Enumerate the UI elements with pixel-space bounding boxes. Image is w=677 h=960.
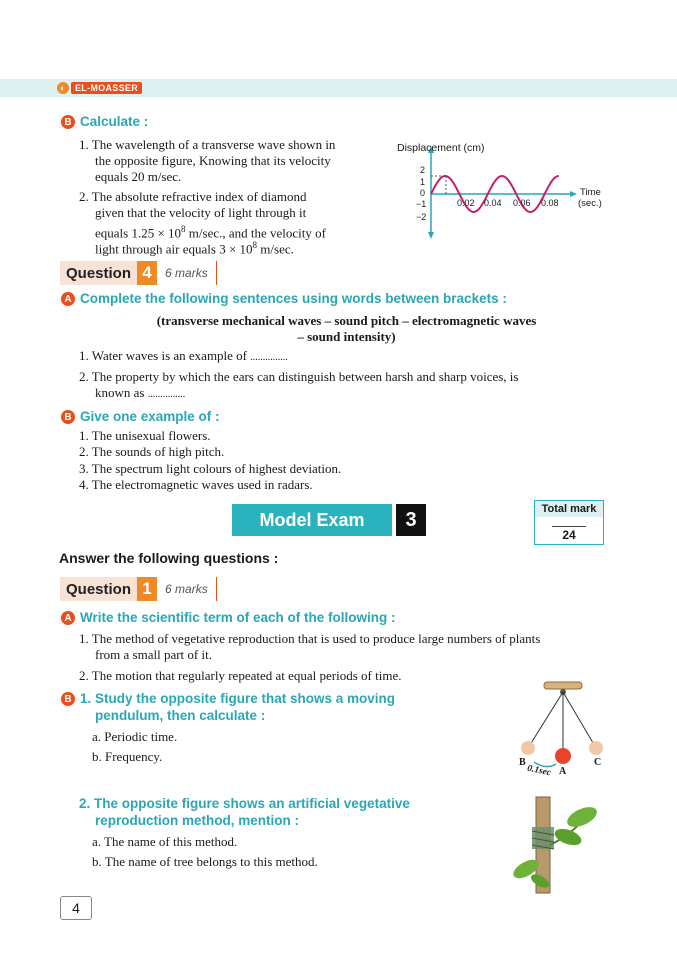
- section-b-badge: B: [61, 115, 75, 129]
- calc-item-1-line1: 1. The wavelength of a transverse wave shown in: [79, 137, 336, 152]
- pendulum-support: [544, 682, 582, 689]
- y-axis-label: Displacement (cm): [397, 142, 485, 154]
- q1-b-title2-line1: 2. The opposite figure shows an artificial vegetative: [79, 796, 410, 811]
- q4-b-item1: 1. The unisexual flowers.: [79, 428, 211, 443]
- logo-text: EL-MOASSER: [71, 82, 142, 94]
- pendulum-ball-c: [589, 741, 603, 755]
- pendulum-label-b: B: [519, 757, 526, 768]
- question-label: Question: [60, 577, 137, 601]
- q4-a-item1: 1. Water waves is an example of ...............: [79, 348, 288, 363]
- q1-b-sub-b: b. Frequency.: [92, 749, 163, 764]
- grafting-figure: [510, 795, 605, 895]
- q4-b-item3: 3. The spectrum light colours of highest deviation.: [79, 461, 342, 476]
- y-axis-arrow-down: [428, 232, 434, 239]
- q4-choices-line2: – sound intensity): [297, 329, 396, 344]
- x-tick-004: 0.04: [484, 198, 502, 208]
- y-tick-1: 1: [420, 177, 426, 187]
- calc-item-2-line3: equals $1.25 \times 10^8$ m/sec., and the velocity of: [95, 224, 326, 241]
- x-tick-008: 0.08: [541, 198, 559, 208]
- q4-a-item2-line1: 2. The property by which the ears can distinguish between harsh and sharp voices, is: [79, 369, 519, 384]
- y-tick-2: 2: [420, 165, 426, 175]
- q1-a-item1-line2: from a small part of it.: [95, 647, 212, 662]
- section-b-title: Calculate :: [80, 114, 149, 129]
- x-axis-arrow: [570, 191, 577, 197]
- q4-b-title: Give one example of :: [80, 409, 220, 424]
- pendulum-string-b: [528, 692, 563, 748]
- q4-b-item4: 4. The electromagnetic waves used in radars.: [79, 477, 313, 492]
- pendulum-time-label: 0.1sec: [526, 763, 552, 779]
- calc-item-2-line2: given that the velocity of light through it: [95, 205, 307, 220]
- pendulum-ball-b: [521, 741, 535, 755]
- pendulum-ball-a: [555, 748, 571, 764]
- logo-icon: ◐: [57, 82, 69, 94]
- q4-b-item2: 2. The sounds of high pitch.: [79, 444, 225, 459]
- y-tick-0: 0: [420, 188, 426, 198]
- q1-a-badge: A: [61, 611, 75, 625]
- x-tick-002: 0.02: [457, 198, 475, 208]
- model-exam-label: Model Exam: [232, 504, 392, 536]
- page-number: 4: [60, 896, 92, 920]
- q1-a-title: Write the scientific term of each of the following :: [80, 610, 396, 625]
- calc-item-1-line3: equals 20 m/sec.: [95, 169, 182, 184]
- question-4-header: [60, 261, 217, 285]
- q1-b-badge: B: [61, 692, 75, 706]
- q1-b2-sub-b: b. The name of tree belongs to this method.: [92, 854, 318, 869]
- q1-a-item2: 2. The motion that regularly repeated at equal periods of time.: [79, 668, 402, 683]
- q4-a-item2-line2: known as ...............: [95, 385, 186, 400]
- q4-a-badge: A: [61, 292, 75, 306]
- q1-b-title1-line1: 1. Study the opposite figure that shows a moving: [80, 691, 396, 706]
- q4-choices-line1: (transverse mechanical waves – sound pitch – electromagnetic waves: [156, 313, 537, 328]
- question-marks: 6 marks: [157, 577, 217, 601]
- total-mark-label: Total mark: [535, 501, 603, 517]
- model-exam-banner: [232, 504, 426, 536]
- q1-a-item1-line1: 1. The method of vegetative reproduction that is used to produce large numbers of plants: [79, 631, 541, 646]
- q1-b-title2-line2: reproduction method, mention :: [95, 813, 299, 828]
- q1-b2-sub-a: a. The name of this method.: [92, 834, 238, 849]
- model-exam-number: 3: [396, 504, 426, 536]
- question-number: 1: [137, 577, 157, 601]
- calc-item-2-line4: light through air equals $3 \times 10^8$ m/sec.: [95, 240, 294, 257]
- leaf-2: [552, 826, 583, 849]
- question-number: 4: [137, 261, 157, 285]
- leaf-1: [564, 803, 600, 831]
- pendulum-string-c: [563, 692, 596, 748]
- calc-item-1-line2: the opposite figure, Knowing that its velocity: [95, 153, 331, 168]
- q1-b-sub-a: a. Periodic time.: [92, 729, 178, 744]
- question-1-header: [60, 577, 217, 601]
- x-axis-unit: (sec.): [578, 198, 602, 209]
- total-mark-value: 24: [552, 526, 586, 542]
- q4-a-title: Complete the following sentences using words between brackets :: [80, 291, 507, 306]
- pendulum-label-c: C: [594, 757, 602, 768]
- question-label: Question: [60, 261, 137, 285]
- pendulum-label-a: A: [559, 766, 567, 777]
- publisher-logo: [57, 80, 142, 95]
- y-tick-neg2: −2: [416, 212, 427, 222]
- question-marks: 6 marks: [157, 261, 217, 285]
- x-axis-label: Time: [580, 187, 601, 198]
- total-mark-box: [534, 500, 604, 545]
- q4-b-badge: B: [61, 410, 75, 424]
- calc-item-2-line1: 2. The absolute refractive index of diamond: [79, 189, 307, 204]
- q1-b-title1-line2: pendulum, then calculate :: [95, 708, 266, 723]
- y-tick-neg1: −1: [416, 199, 427, 209]
- instructions: Answer the following questions :: [59, 550, 279, 566]
- x-tick-006: 0.06: [513, 198, 531, 208]
